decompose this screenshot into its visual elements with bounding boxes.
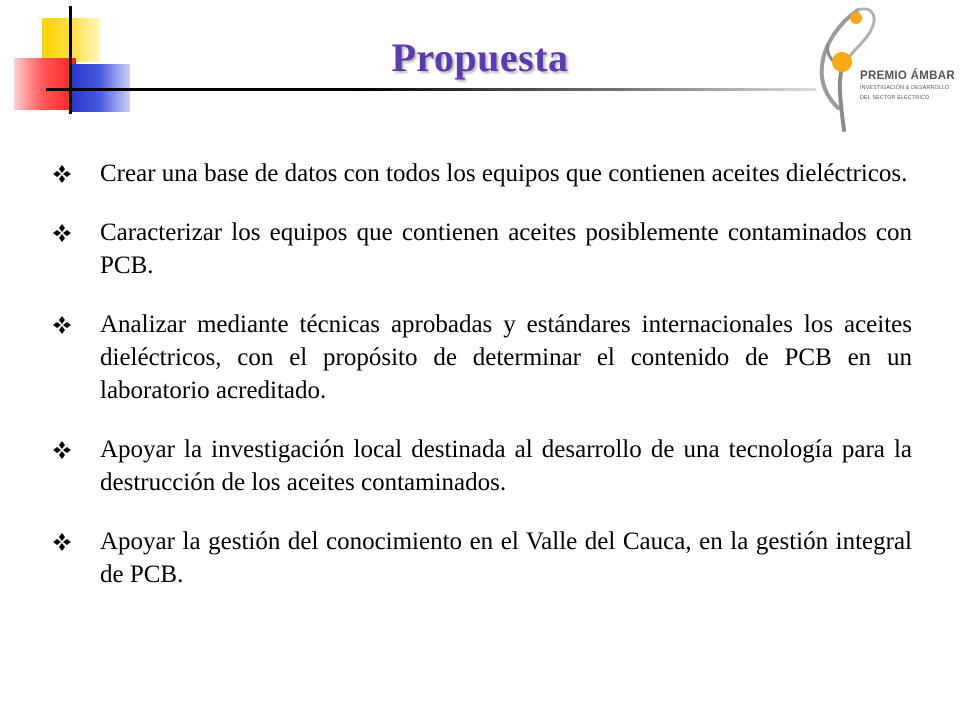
bullet-list bbox=[48, 157, 912, 617]
logo-subtitle-2: DEL SECTOR ELÉCTRICO bbox=[860, 94, 930, 101]
diamond-bullet-icon bbox=[52, 164, 72, 184]
bullet-item-1 bbox=[48, 157, 912, 190]
diamond-bullet-icon bbox=[52, 315, 72, 335]
bullet-text: Analizar mediante técnicas aprobadas y estándares internacionales los aceites dieléctricos, con el propósito de determinar el contenido de PCB en un laboratorio acreditado. bbox=[100, 311, 912, 404]
bullet-item-3 bbox=[48, 308, 912, 407]
title-underline bbox=[46, 88, 816, 91]
premio-ambar-logo bbox=[812, 4, 955, 132]
logo-mark-icon bbox=[812, 4, 952, 132]
bullet-text: Apoyar la gestión del conocimiento en el Valle del Cauca, en la gestión integral de PCB. bbox=[100, 528, 912, 588]
bullet-text: Crear una base de datos con todos los equipos que contienen aceites dieléctricos. bbox=[100, 160, 908, 187]
bullet-item-4 bbox=[48, 433, 912, 499]
bullet-item-2 bbox=[48, 216, 912, 282]
logo-subtitle-1: INVESTIGACIÓN & DESARROLLO bbox=[860, 85, 950, 91]
logo-name: PREMIO ÁMBAR bbox=[860, 70, 955, 82]
diamond-bullet-icon bbox=[52, 532, 72, 552]
bullet-text: Apoyar la investigación local destinada al desarrollo de una tecnología para la destrucción de los aceites contaminados. bbox=[100, 436, 912, 496]
slide-title: Propuesta bbox=[391, 35, 569, 80]
bullet-text: Caracterizar los equipos que contienen aceites posiblemente contaminados con PCB. bbox=[100, 219, 912, 279]
diamond-bullet-icon bbox=[52, 223, 72, 243]
bullet-item-5 bbox=[48, 525, 912, 591]
diamond-bullet-icon bbox=[52, 440, 72, 460]
